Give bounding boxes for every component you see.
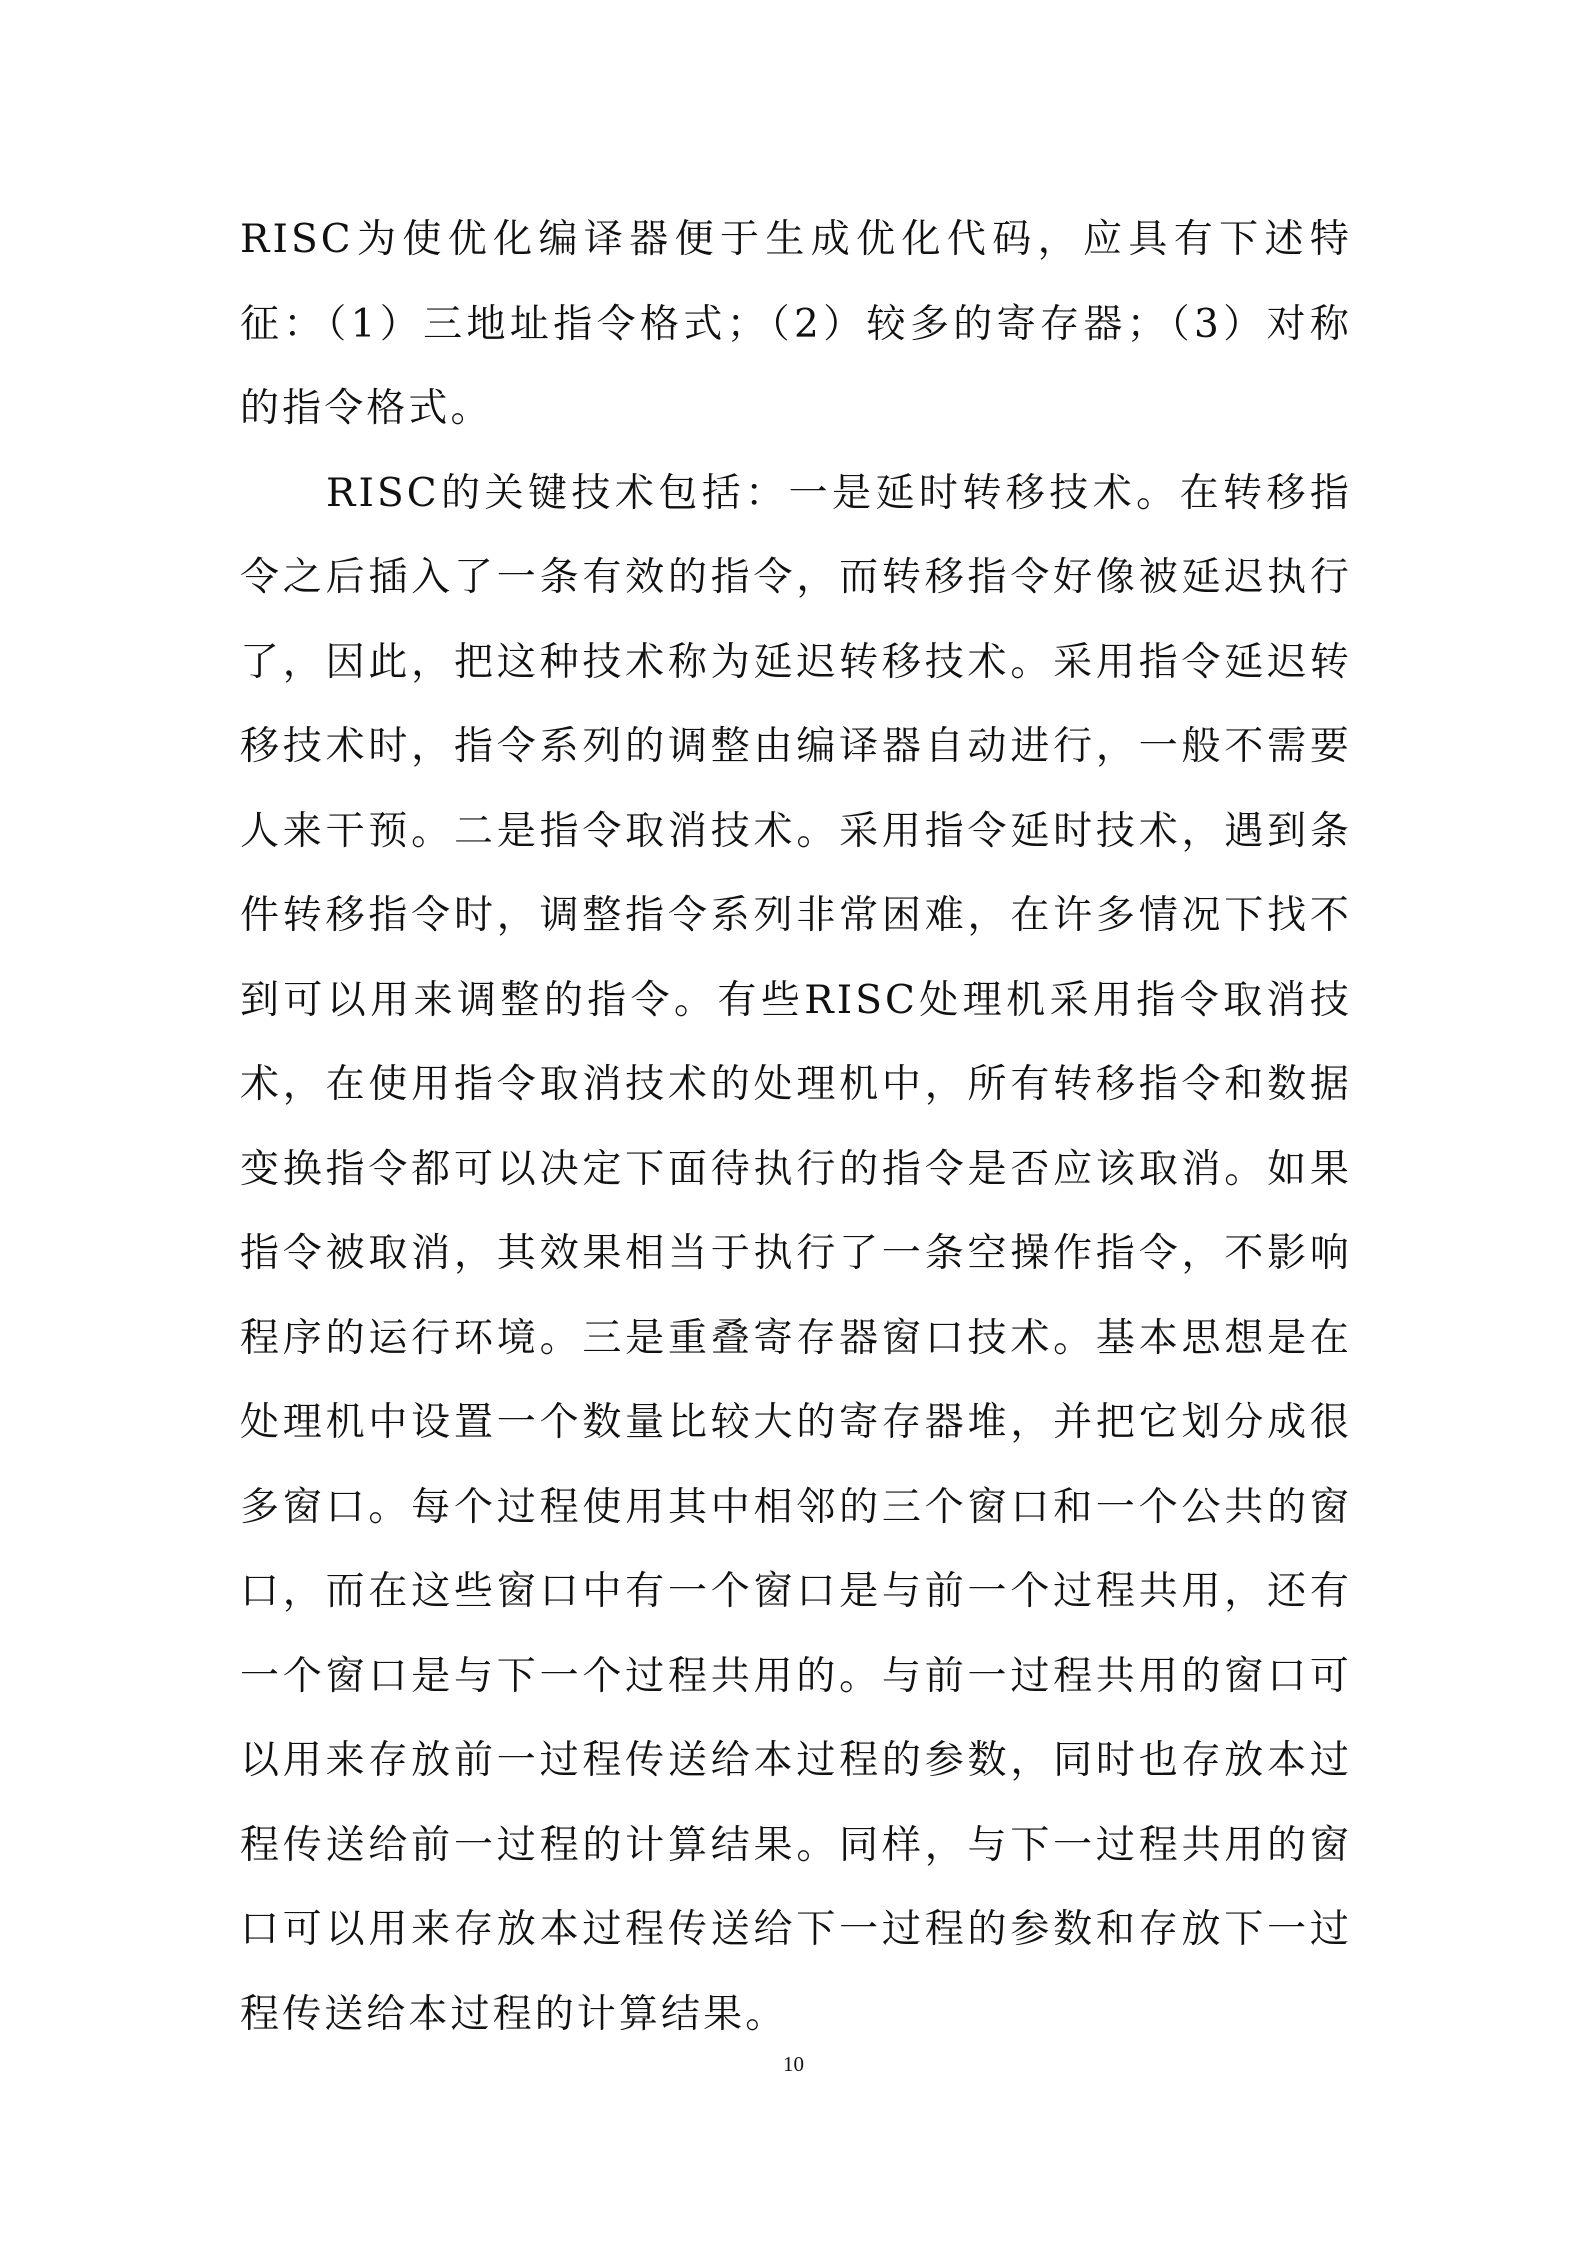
body-text [240, 198, 1352, 2057]
paragraph-risc-features: RISC为使优化编译器便于生成优化代码，应具有下述特征：（1）三地址指令格式；（2）较多的寄存器；（3）对称的指令格式。 [240, 217, 1352, 431]
page-number: 10 [783, 2052, 804, 2076]
paragraph-risc-key-techniques: RISC的关键技术包括：一是延时转移技术。在转移指令之后插入了一条有效的指令，而转移指令好像被延迟执行了，因此，把这种技术称为延迟转移技术。采用指令延迟转移技术时，指令系列的调整由编译器自动进行，一般不需要人来干预。二是指令取消技术。采用指令延时技术，遇到条件转移指令时，调整指令系列非常困难，在许多情况下找不到可以用来调整的指令。有些RISC处理机采用指令取消技术，在使用指令取消技术的处理机中，所有转移指令和数据变换指令都可以决定下面待执行的指令是否应该取消。如果指令被取消，其效果相当于执行了一条空操作指令，不影响程序的运行环境。三是重叠寄存器窗口技术。基本思想是在处理机中设置一个数量比较大的寄存器堆，并把它划分成很多窗口。每个过程使用其中相邻的三个窗口和一个公共的窗口，而在这些窗口中有一个窗口是与前一个过程共用，还有一个窗口是与下一个过程共用的。与前一过程共用的窗口可以用来存放前一过程传送给本过程的参数，同时也存放本过程传送给前一过程的计算结果。同样，与下一过程共用的窗口可以用来存放本过程传送给下一过程的参数和存放下一过程传送给本过程的计算结果。 [240, 470, 1352, 2037]
